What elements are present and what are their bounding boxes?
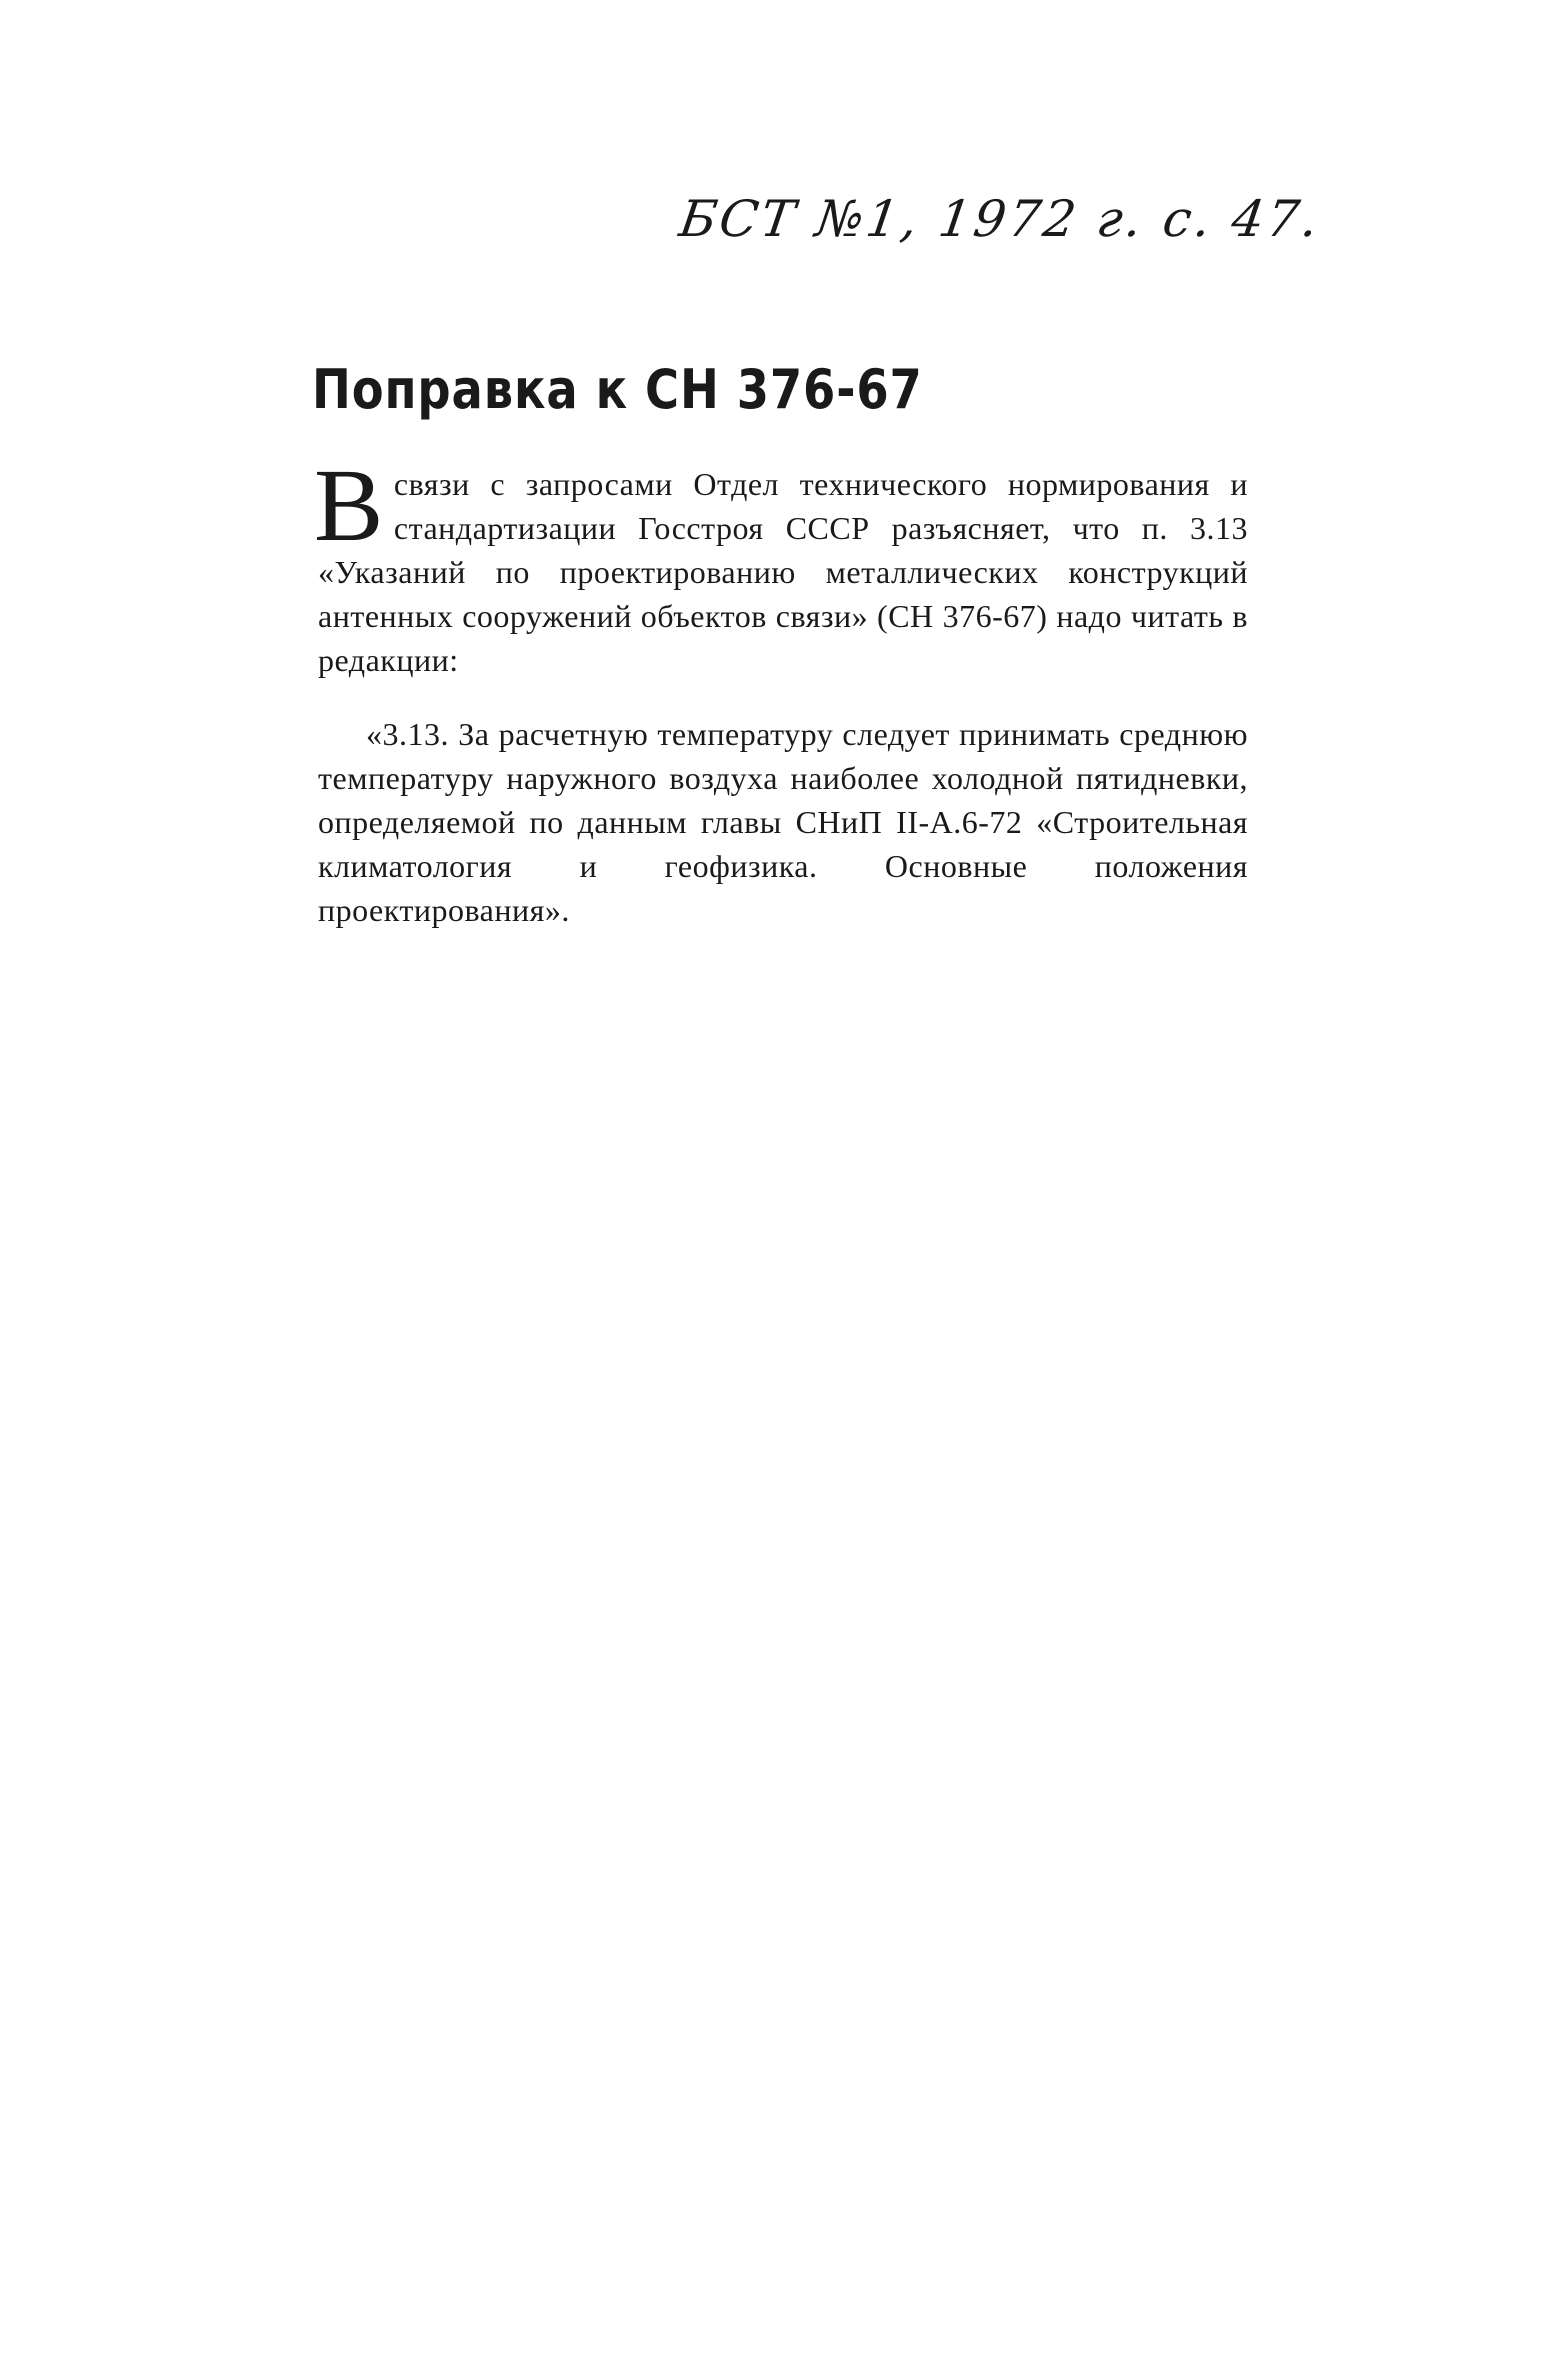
drop-cap-letter: В: [314, 448, 384, 563]
page-title: Поправка к СН 376-67: [312, 358, 923, 421]
handwritten-reference-note: БСТ №1, 1972 г. с. 47.: [675, 190, 1325, 248]
paragraph-amendment: «3.13. За расчетную температуру следует принимать среднюю температуру наружного воздуха наиболее холодной пятидневки, определяемой по данным главы СНиП II-А.6-72 «Строительная климатология и геофизика. Основные положения проектирования».: [318, 716, 1248, 928]
paragraph-intro-text: связи с запросами Отдел технического нормирования и стандартизации Госстроя СССР разъясняет, что п. 3.13 «Указаний по проектированию металлических конструкций антенных сооружений объектов связи» (СН 376-67) надо читать в редакции:: [318, 466, 1248, 678]
paragraph-intro: [314, 448, 1248, 682]
